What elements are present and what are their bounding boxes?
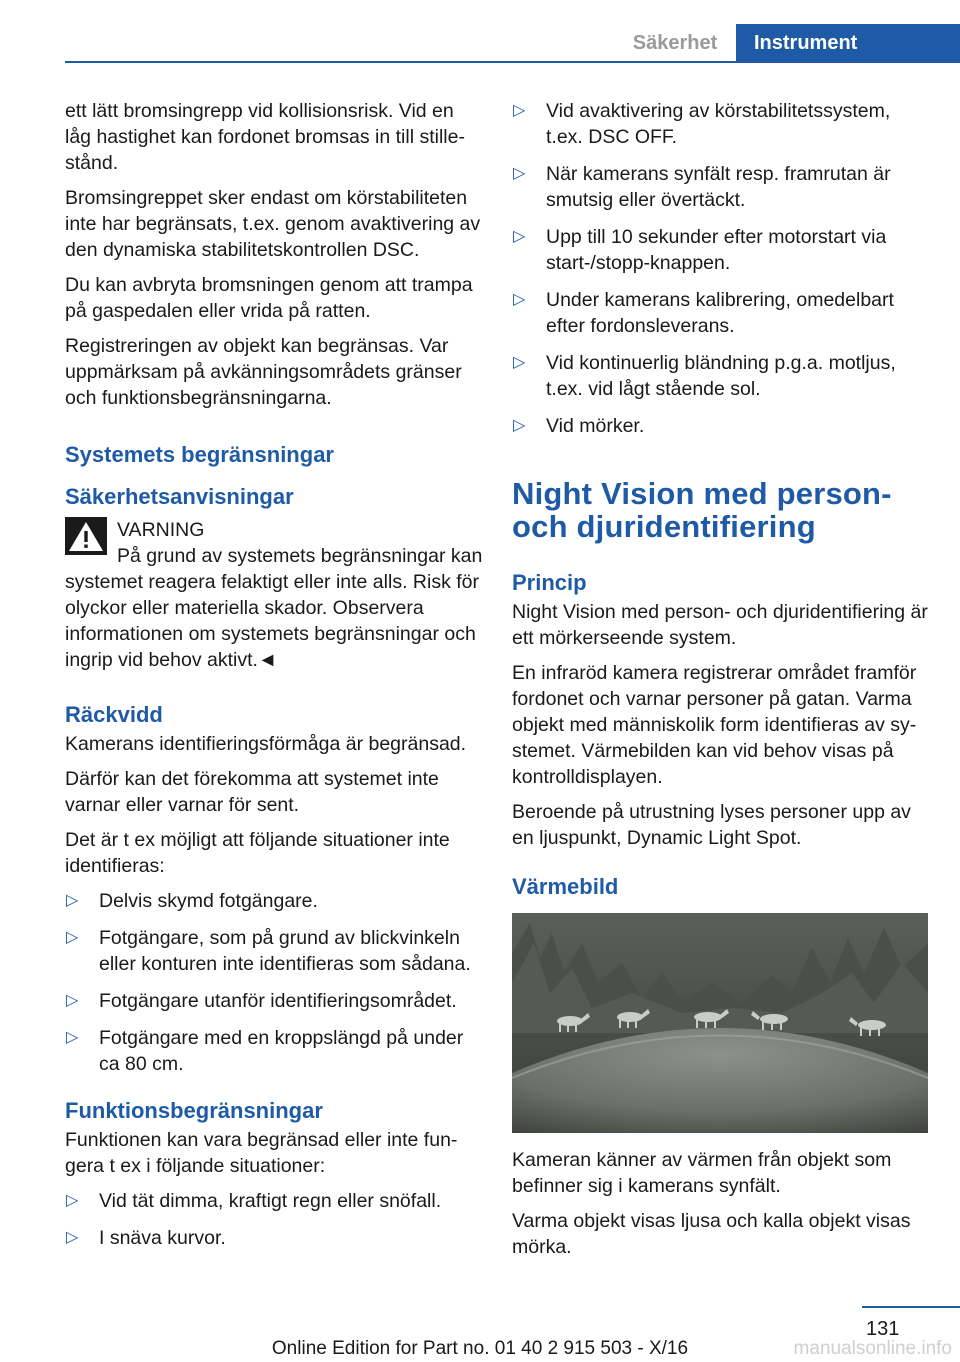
watermark: manualsonline.info [793,1338,952,1359]
paragraph: Därför kan det förekomma att systemet inte varnar eller varnar för sent. [65,768,439,816]
function-bullet-list [65,1188,483,1251]
paragraph: Kameran känner av värmen från objekt som befinner sig i kamerans synfält. [512,1149,892,1197]
situation-bullet-list [512,98,932,439]
warning-box [65,517,483,673]
left-column [65,98,483,1262]
chapter-title: Night Vision med person- och djuridentifiering [512,476,892,544]
tab-instrument[interactable]: Instrument [736,24,960,63]
triangle-bullet-icon: ▷ [513,165,526,182]
triangle-bullet-icon: ▷ [66,1029,79,1046]
paragraph: Det är t ex möjligt att följande situationer inte identifieras: [65,829,450,877]
footer-rule [862,1306,960,1308]
paragraph: En infraröd kamera registrerar området framför fordonet och varnar personer på gatan. Varma objekt med människolik form identifieras av systemet. Värmebilden kan vid behov visas på kontrolldisplayen. [512,662,917,788]
paragraph: Du kan avbryta bromsningen genom att trampa på gaspedalen eller vrida på ratten. [65,274,473,322]
triangle-bullet-icon: ▷ [513,291,526,308]
list-item: ▷ Delvis skymd fotgängare. [66,890,318,912]
section-title-safety: Säkerhetsanvisningar [65,484,294,509]
list-item: ▷ Vid avaktivering av körstabilitetssystem, t.ex. DSC OFF. [513,100,891,148]
paragraph: Kamerans identifieringsförmåga är begränsad. [65,733,467,755]
paragraph: Beroende på utrustning lyses personer upp av en ljuspunkt, Dynamic Light Spot. [512,801,911,849]
warning-text: På grund av systemets begränsningar kan systemet reagera felaktigt eller inte alls. Risk för olyckor eller materiella skador. Observera informationen om systemets begränsningar och ingrip vid behov aktivt.◄ [65,545,483,671]
triangle-bullet-icon: ▷ [513,102,526,119]
paragraph: Night Vision med person- och djuridentifiering är ett mörkerseende system. [512,601,928,649]
triangle-bullet-icon: ▷ [513,228,526,245]
list-item: ▷ Fotgängare med en kroppslängd på under ca 80 cm. [66,1027,464,1075]
list-item: ▷ Upp till 10 sekunder efter motorstart via start-/stopp-knappen. [513,226,887,274]
list-item: ▷ Vid kontinuerlig bländning p.g.a. motljus, t.ex. vid lågt stående sol. [513,352,896,400]
list-item: ▷ Under kamerans kalibrering, omedelbart efter fordonsleverans. [513,289,894,337]
triangle-bullet-icon: ▷ [513,354,526,371]
list-item: ▷ När kamerans synfält resp. framrutan är smutsig eller övertäckt. [513,163,891,211]
section-title-range: Räckvidd [65,702,163,727]
paragraph: Funktionen kan vara begränsad eller inte fungera t ex i följande situationer: [65,1129,458,1177]
warning-triangle-icon [65,517,107,555]
section-title-function-limits: Funktionsbegränsningar [65,1098,323,1123]
thermal-image [512,913,928,1133]
list-item: ▷ I snäva kurvor. [66,1227,226,1249]
paragraph: Registreringen av objekt kan begränsas. Var uppmärksam på avkänningsområdets gränser och funktionsbegränsningarna. [65,335,462,409]
header-rule [65,61,960,63]
list-item: ▷ Vid mörker. [513,415,645,437]
triangle-bullet-icon: ▷ [66,1229,79,1246]
triangle-bullet-icon: ▷ [66,1192,79,1209]
warning-heading: VARNING [117,519,205,541]
paragraph: ett lätt bromsingrepp vid kollisionsrisk. Vid en låg hastighet kan fordonet bromsas in till stillestånd. [65,100,465,174]
section-title-thermal: Värmebild [512,874,619,899]
range-bullet-list [65,888,483,1077]
list-item: ▷ Fotgängare, som på grund av blickvinkeln eller konturen inte identifieras som sådana. [66,927,471,975]
triangle-bullet-icon: ▷ [66,892,79,909]
triangle-bullet-icon: ▷ [66,992,79,1009]
paragraph: Varma objekt visas ljusa och kalla objekt visas mörka. [512,1210,911,1258]
edition-note: Online Edition for Part no. 01 40 2 915 503 - X/16 [271,1338,689,1359]
triangle-bullet-icon: ▷ [513,417,526,434]
list-item: ▷ Fotgängare utanför identifieringsområdet. [66,990,457,1012]
tab-sakerhet[interactable]: Säkerhet [632,32,718,54]
section-title-principle: Princip [512,570,587,595]
list-item: ▷ Vid tät dimma, kraftigt regn eller snöfall. [66,1190,442,1212]
paragraph: Bromsingreppet sker endast om körstabiliteten inte har begränsats, t.ex. genom avaktivering av den dynamiska stabilitetskontrollen DSC. [65,187,481,261]
right-column [512,98,932,1269]
section-title-limitations: Systemets begränsningar [65,442,334,467]
page-header [0,0,960,62]
triangle-bullet-icon: ▷ [66,929,79,946]
page-number: 131 [866,1318,900,1340]
